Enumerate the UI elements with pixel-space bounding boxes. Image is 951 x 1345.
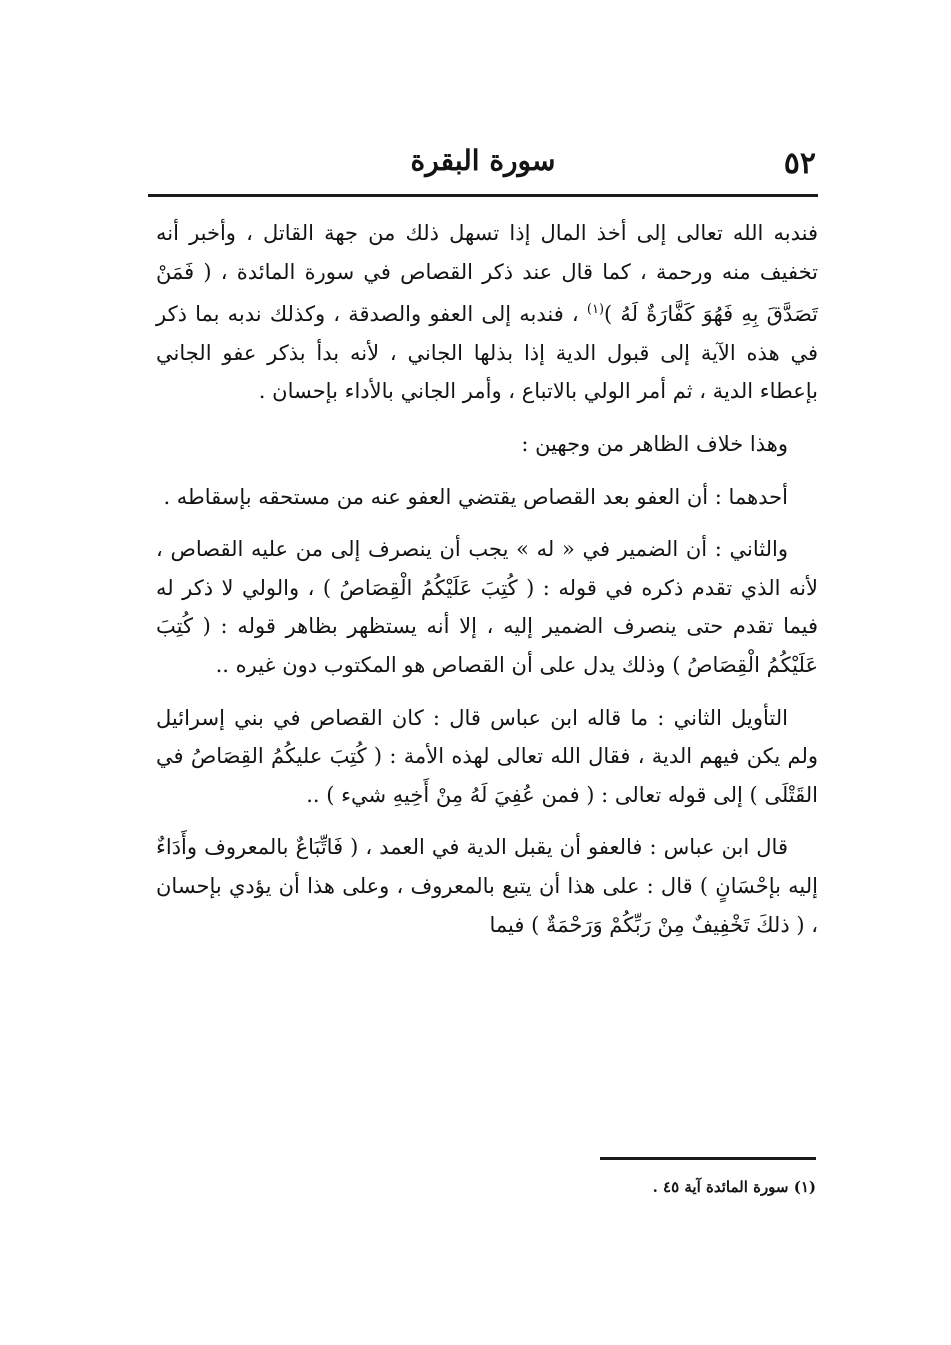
running-title: سورة البقرة — [410, 144, 556, 177]
paragraph-1-line-4: وكذلك ندبه بما ذكر في هذه الآية إلى قبول الدية إذا بذلها الجاني ، لأنه — [156, 302, 818, 365]
body-text — [156, 214, 818, 944]
paragraph-6: قال ابن عباس : فالعفو أن يقبل الدية في العمد ، ( فَاتِّبَاعٌ بالمعروف وأَدَاءٌ إليه بإحْسَانٍ ) قال : على هذا أن يتبع بالمعروف ، وعلى هذا أن يؤدي بإحسان ، ( ذلكَ تَخْفِيفٌ مِنْ رَبِّكُمْ وَرَحْمَةٌ ) فيما — [156, 835, 818, 937]
header-rule — [148, 194, 818, 197]
paragraph-1-line-1: فندبه الله تعالى إلى أخذ المال إذا تسهل ذلك من جهة القاتل ، وأخبر أنه — [156, 221, 818, 245]
paragraph-1-line-3: ، فندبه إلى العفو والصدقة ، — [333, 302, 579, 327]
paragraph-1 — [156, 214, 818, 411]
page-header — [148, 140, 818, 190]
page-number: ٥٢ — [783, 146, 816, 181]
paragraph-1-line-2: تخفيف منه ورحمة ، كما قال عند ذكر القصاص في سورة المائدة ، — [220, 259, 818, 284]
quran-quote: ( فَمَنْ تَصَدَّقَ بِهِ فَهُوَ كَفَّارَةٌ لَهُ ) — [156, 259, 818, 327]
footnote-reference: (١) — [586, 302, 605, 318]
footnote: (١) سورة المائدة آية ٤٥ . — [652, 1178, 816, 1196]
paragraph-4: والثاني : أن الضمير في « له » يجب أن ينصرف إلى من عليه القصاص ، لأنه الذي تقدم ذكره في قوله : ( كُتِبَ عَلَيْكُمُ الْقِصَاصُ ) ، والولي لا ذكر له فيما تقدم حتى ينصرف الضمير إليه ، إلا أنه يستظهر بظاهر قوله : ( كُتِبَ عَلَيْكُمُ الْقِصَاصُ ) وذلك يدل على أن القصاص هو المكتوب دون غيره .. — [156, 537, 818, 677]
paragraph-1-line-6: بالأداء بإحسان . — [258, 379, 394, 404]
paragraph-2: وهذا خلاف الظاهر من وجهين : — [521, 431, 788, 456]
footnote-rule — [600, 1157, 816, 1160]
paragraph-3: أحدهما : أن العفو بعد القصاص يقتضي العفو عنه من مستحقه بإسقاطه . — [163, 484, 788, 509]
paragraph-1-line-5: بدأ بذكر عفو الجاني بإعطاء الدية ، ثم أمر الولي بالاتباع ، وأمر الجاني — [156, 340, 818, 404]
paragraph-5: التأويل الثاني : ما قاله ابن عباس قال : كان القصاص في بني إسرائيل ولم يكن فيهم الدية ، فقال الله تعالى لهذه الأمة : ( كُتِبَ عليكُمُ القِصَاصُ في القَتْلَى ) إلى قوله تعالى : ( فمن عُفِيَ لَهُ مِنْ أَخِيهِ شيء ) .. — [156, 705, 818, 807]
